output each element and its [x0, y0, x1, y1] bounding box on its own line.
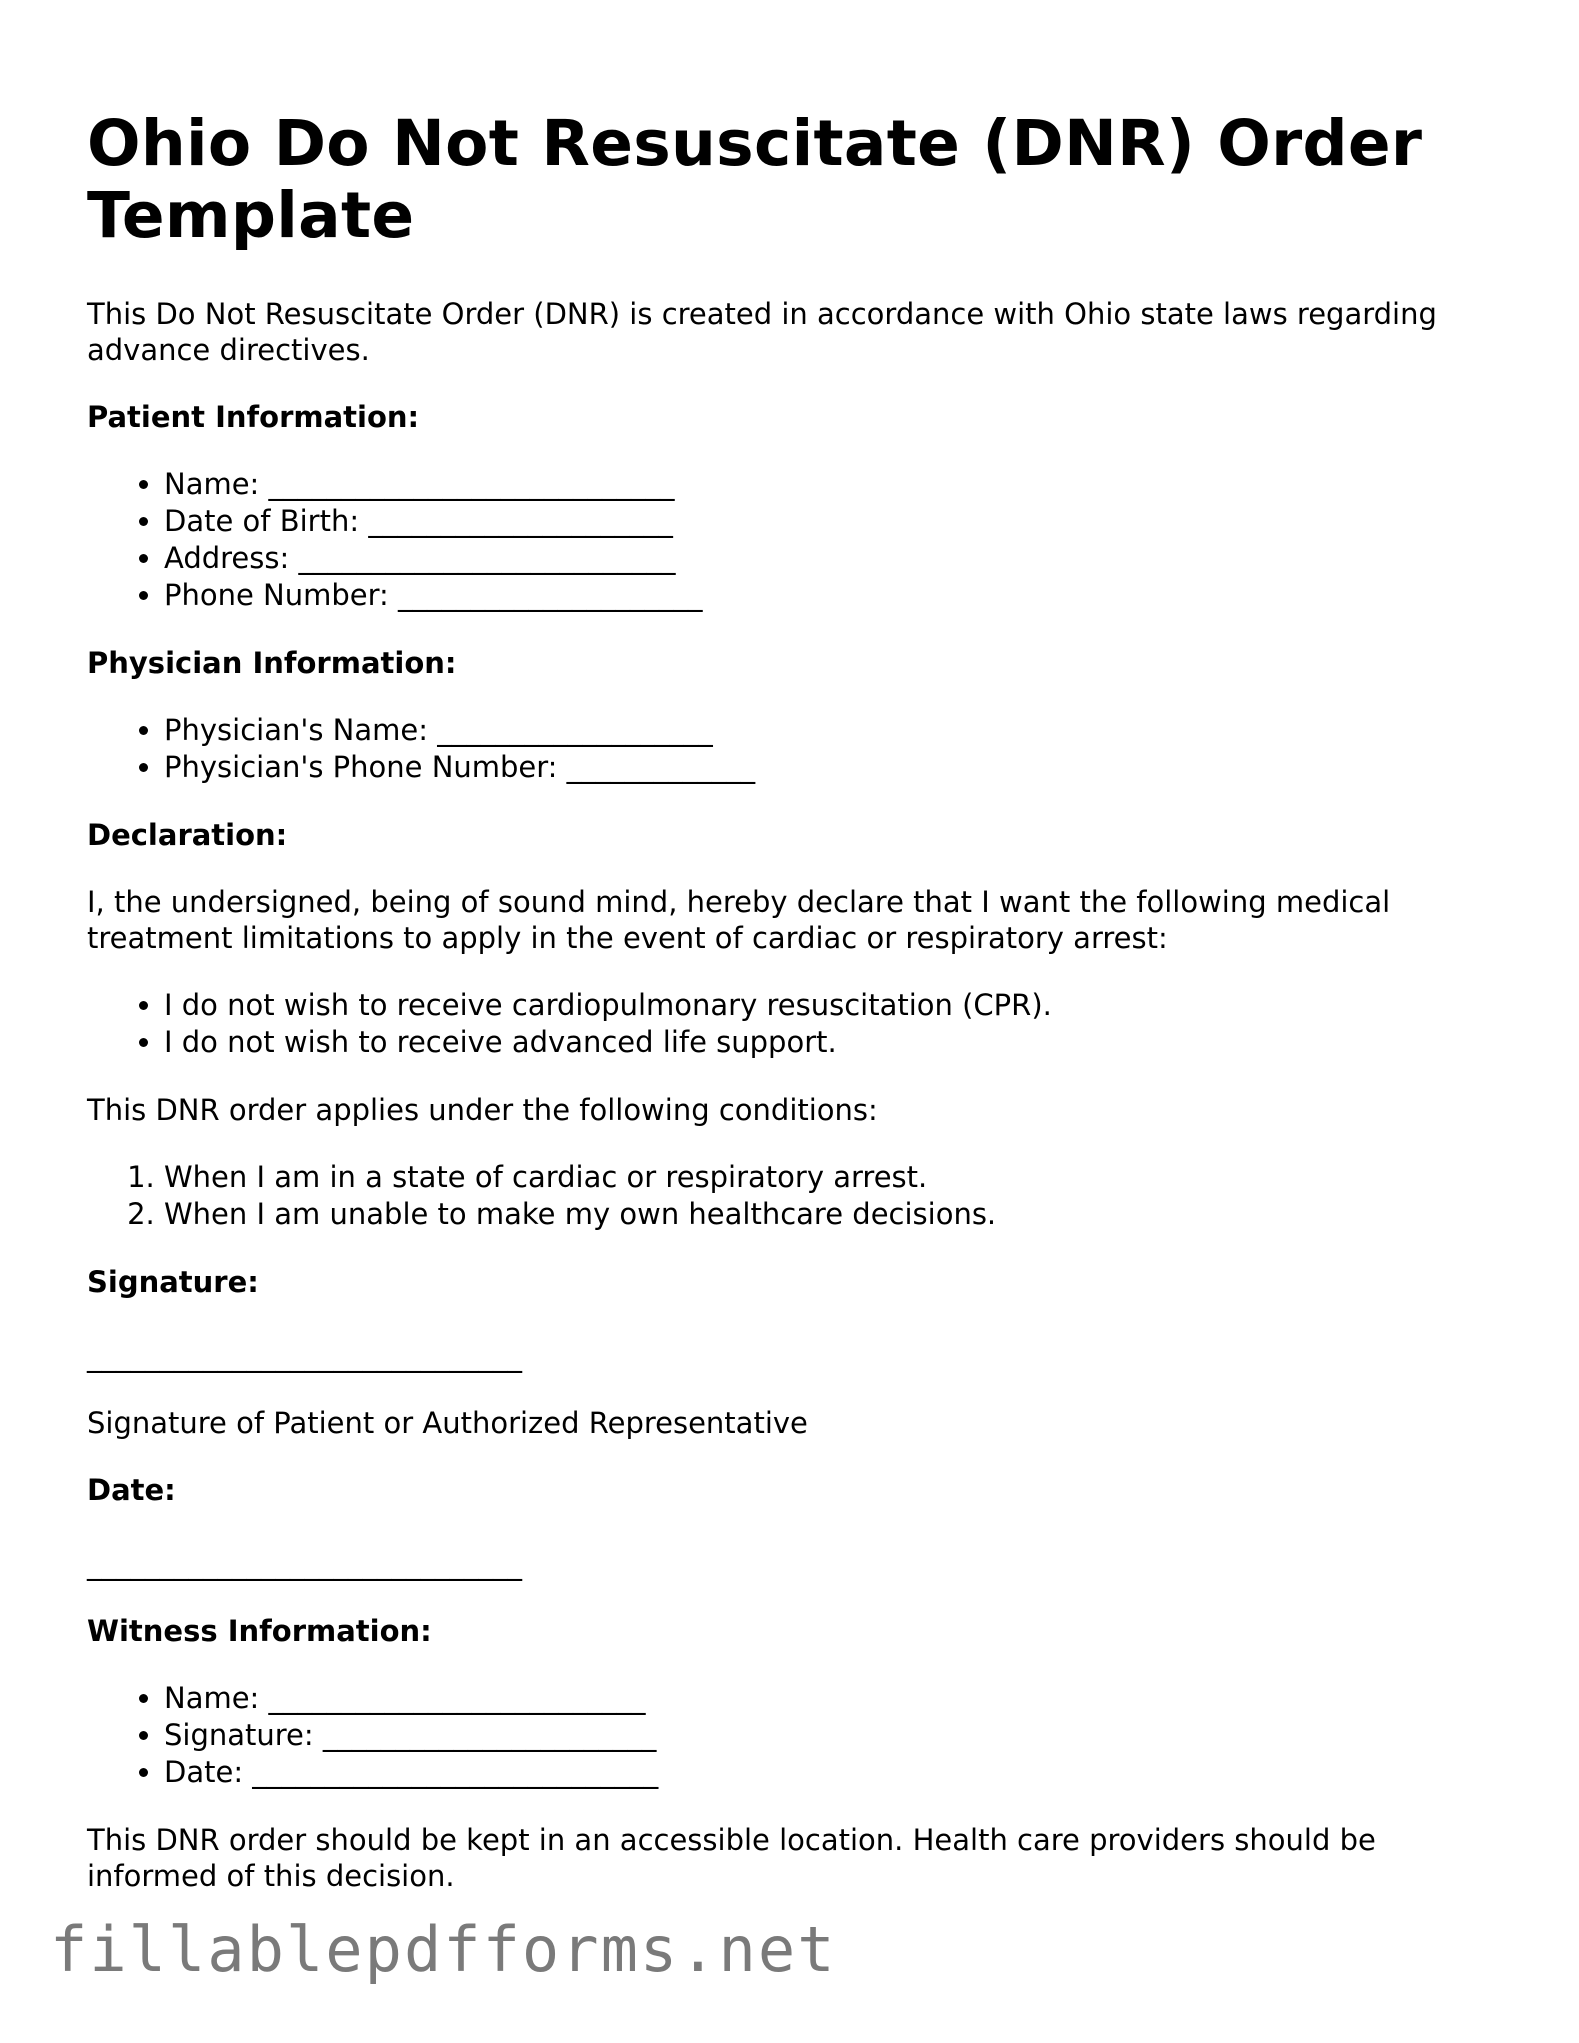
document-page [87, 108, 1492, 1925]
declaration-heading: Declaration: [87, 818, 288, 852]
patient-info-list [87, 466, 1492, 614]
patient-name-field[interactable]: • Name: ____________________________ [164, 466, 1492, 503]
patient-info-heading: Patient Information: [87, 400, 420, 434]
list-item: 2. When I am unable to make my own healthcare decisions. [164, 1196, 1492, 1233]
physician-info-list [87, 712, 1492, 786]
footer-note: This DNR order should be kept in an accessible location. Health care providers should be informed of this decision. [87, 1823, 1376, 1893]
patient-phone-field[interactable]: • Phone Number: _____________________ [164, 577, 1492, 614]
witness-info-list [87, 1680, 1492, 1791]
witness-date-field[interactable]: • Date: ____________________________ [164, 1754, 1492, 1791]
signature-caption: Signature of Patient or Authorized Representative [87, 1406, 808, 1440]
physician-name-field[interactable]: • Physician's Name: ___________________ [164, 712, 1492, 749]
physician-info-heading: Physician Information: [87, 646, 457, 680]
patient-dob-field[interactable]: • Date of Birth: _____________________ [164, 503, 1492, 540]
patient-address-field[interactable]: • Address: __________________________ [164, 540, 1492, 577]
witness-signature-field[interactable]: • Signature: _______________________ [164, 1717, 1492, 1754]
witness-name-field[interactable]: • Name: __________________________ [164, 1680, 1492, 1717]
signature-heading: Signature: [87, 1265, 259, 1299]
date-heading: Date: [87, 1473, 176, 1507]
physician-phone-field[interactable]: • Physician's Phone Number: _____________ [164, 749, 1492, 786]
declaration-list [87, 987, 1492, 1061]
signature-line[interactable]: ______________________________ [87, 1339, 522, 1373]
witness-info-heading: Witness Information: [87, 1614, 432, 1648]
watermark: fillablepdfforms.net [50, 1913, 837, 1986]
list-item: 1. When I am in a state of cardiac or respiratory arrest. [164, 1159, 1492, 1196]
date-line[interactable]: ______________________________ [87, 1547, 522, 1581]
conditions-intro: This DNR order applies under the following conditions: [87, 1093, 878, 1127]
conditions-list [87, 1159, 1492, 1233]
document-title: Ohio Do Not Resuscitate (DNR) Order Template [87, 107, 1423, 252]
list-item: • I do not wish to receive advanced life support. [164, 1024, 1492, 1061]
declaration-text: I, the undersigned, being of sound mind, hereby declare that I want the following medical treatment limitations to apply in the event of cardiac or respiratory arrest: [87, 885, 1391, 955]
intro-paragraph: This Do Not Resuscitate Order (DNR) is created in accordance with Ohio state laws regarding advance directives. [87, 297, 1437, 367]
list-item: • I do not wish to receive cardiopulmonary resuscitation (CPR). [164, 987, 1492, 1024]
